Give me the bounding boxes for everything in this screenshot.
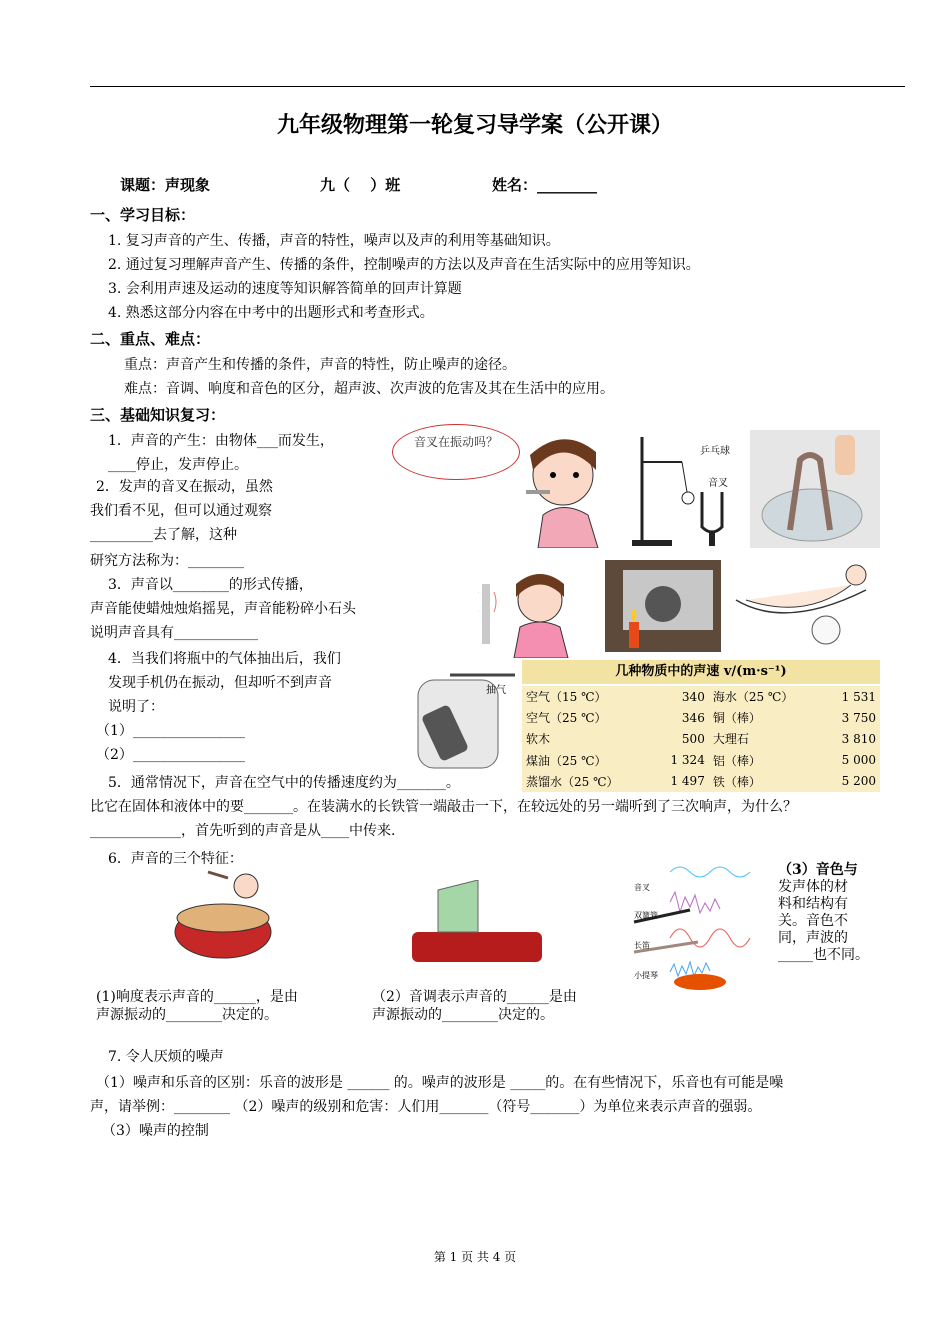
section-3-heading: 三、基础知识复习： <box>90 406 226 424</box>
class-field: 九（ ）班 <box>320 176 401 194</box>
speed-table-cell: 1 497 <box>670 774 705 789</box>
label-flute: 长笛 <box>634 941 650 950</box>
speed-table-row <box>522 707 880 728</box>
page-title: 九年级物理第一轮复习导学案（公开课） <box>276 112 673 138</box>
speed-table-cell: 大理石 <box>712 732 749 747</box>
timbre-line-2: 发声体的材 <box>778 879 848 895</box>
bell-jar-phone-diagram <box>400 660 518 772</box>
speech-bubble <box>392 424 520 480</box>
girl-tuning-fork-image <box>518 430 616 548</box>
speed-table-cell: 铝（棒） <box>712 753 761 768</box>
speed-table-cell: 海水（25 ℃） <box>712 690 794 705</box>
speed-table-cell: 1 531 <box>841 689 876 704</box>
speed-table-cell: 346 <box>681 710 705 725</box>
pingpong-tuning-fork-diagram <box>632 432 738 548</box>
q4-line3: 说明了： <box>108 699 164 715</box>
label-oboe: 双簧管 <box>634 911 658 920</box>
speed-table-cell: 500 <box>681 731 705 746</box>
goal-1: 1. 复习声音的产生、传播，声音的特性，噪声以及声的利用等基础知识。 <box>108 233 560 249</box>
q3-line3: 说明声音具有____________ <box>90 625 258 641</box>
q5-line2: 比它在固体和液体中的要_______。在装满水的长铁管一端敲击一下，在较远处的另一端听到了三次响声，为什么？ <box>90 799 797 815</box>
speed-table-cell: 煤油（25 ℃） <box>526 753 607 768</box>
section-2-heading: 二、重点、难点： <box>90 330 211 348</box>
q4-line1: 4．当我们将瓶中的气体抽出后，我们 <box>108 651 341 667</box>
speed-table-cell: 铜（棒） <box>712 711 761 726</box>
pitch-line-2: 声源振动的________决定的。 <box>372 1007 554 1023</box>
speed-table-cell: 铁（棒） <box>712 774 761 789</box>
pitch-line-1: （2）音调表示声音的______是由 <box>372 989 577 1005</box>
timbre-text <box>778 862 869 964</box>
name-field: 姓名：________ <box>492 176 598 194</box>
speed-table-row <box>522 771 880 792</box>
q1-line2: ____停止，发声停止。 <box>108 457 248 473</box>
comb-card-image <box>408 880 548 972</box>
speed-table <box>522 686 880 792</box>
label-pump: 抽气 <box>486 685 506 696</box>
speed-table-cell: 软木 <box>526 732 551 747</box>
goal-4: 4. 熟悉这部分内容在中考中的出题形式和考查形式。 <box>108 305 434 321</box>
q5-line3: _____________，首先听到的声音是从____中传来. <box>90 823 396 839</box>
label-pingpong: 乒乓球 <box>700 446 730 457</box>
speed-table-row <box>522 728 880 749</box>
q3-line2: 声音能使蜡烛烛焰摇晃，声音能粉碎小石头 <box>90 601 356 617</box>
timbre-line-5: 同，声波的 <box>778 930 848 946</box>
q1-line1: 1．声音的产生：由物体___而发生， <box>108 433 334 449</box>
q4-line2: 发现手机仍在振动，但却听不到声音 <box>108 675 332 691</box>
speed-table-row <box>522 686 880 707</box>
topic: 课题：声现象 <box>120 176 211 194</box>
q7-heading: 7. 令人厌烦的噪声 <box>108 1049 224 1065</box>
bubble-text: 音叉在振动吗？ <box>413 435 498 449</box>
goal-3: 3. 会利用声速及运动的速度等知识解答简单的回声计算题 <box>108 281 462 297</box>
goal-2: 2. 通过复习理解声音产生、传播的条件，控制噪声的方法以及声音在生活实际中的应用等知识。 <box>108 257 700 273</box>
key-point: 重点：声音产生和传播的条件，声音的特性，防止噪声的途径。 <box>124 357 516 373</box>
speed-table-cell: 3 750 <box>841 710 876 725</box>
timbre-line-4: 关。音色不 <box>778 913 848 929</box>
waveform-instruments-image <box>630 860 774 992</box>
lithotripsy-image <box>726 560 882 652</box>
speed-table-cell: 3 810 <box>841 731 876 746</box>
speed-table-row <box>522 750 880 771</box>
speed-table-cell: 5 200 <box>841 774 876 789</box>
q6-heading: 6．声音的三个特征： <box>108 851 243 867</box>
speed-table-cell: 340 <box>681 689 705 704</box>
label-fork: 音叉 <box>708 478 728 489</box>
q4-answer-1: （1）________________ <box>96 723 245 739</box>
section-1-heading: 一、学习目标： <box>90 206 196 224</box>
q2-line1: 2．发声的音叉在振动，虽然 <box>96 479 273 495</box>
q3-line1: 3．声音以________的形式传播， <box>108 577 313 593</box>
page-footer: 第 1 页 共 4 页 <box>433 1250 517 1264</box>
speed-table-cell: 蒸馏水（25 ℃） <box>526 774 619 789</box>
top-rule <box>90 86 905 87</box>
timbre-line-3: 料和结构有 <box>778 896 848 912</box>
timbre-line-1: （3）音色与 <box>778 862 858 878</box>
difficult-point: 难点：音调、响度和音色的区分，超声波、次声波的危害及其在生活中的应用。 <box>124 381 614 397</box>
fork-in-water-photo <box>750 430 880 548</box>
q2-line2: 我们看不见，但可以通过观察 <box>90 503 272 519</box>
timbre-line-6: _____也不同。 <box>778 947 869 963</box>
speed-table-cell: 1 324 <box>670 753 705 768</box>
radio-candle-photo <box>605 560 721 652</box>
q4-answer-2: （2）________________ <box>96 747 245 763</box>
speed-table-cell: 空气（25 ℃） <box>526 711 607 726</box>
q7-line1: （1）噪声和乐音的区别：乐音的波形是 ______ 的。噪声的波形是 _____的。在有些情况下，乐音也有可能是噪 <box>96 1075 784 1091</box>
speed-table-cell: 空气（15 ℃） <box>526 690 607 705</box>
speed-table-cell: 5 000 <box>841 753 876 768</box>
drum-player-image <box>168 870 298 962</box>
q2-line3: _________去了解，这种 <box>90 527 237 543</box>
speed-table-title: 几种物质中的声速 v/(m·s⁻¹) <box>522 660 880 684</box>
girl-tuning-fork-sound-image <box>478 572 588 658</box>
loudness-line-1: (1)响度表示声音的______，是由 <box>96 989 298 1005</box>
label-violin: 小提琴 <box>634 971 658 980</box>
loudness-line-2: 声源振动的________决定的。 <box>96 1007 278 1023</box>
q5-line1: 5．通常情况下，声音在空气中的传播速度约为_______。 <box>108 775 460 791</box>
q7-line3: （3）噪声的控制 <box>102 1123 209 1139</box>
q2-line4: 研究方法称为：________ <box>90 553 244 569</box>
label-fork-2: 音叉 <box>634 883 650 892</box>
q7-line2: 声，请举例：________ （2）噪声的级别和危害：人们用_______（符号_______）为单位来表示声音的强弱。 <box>90 1099 762 1115</box>
